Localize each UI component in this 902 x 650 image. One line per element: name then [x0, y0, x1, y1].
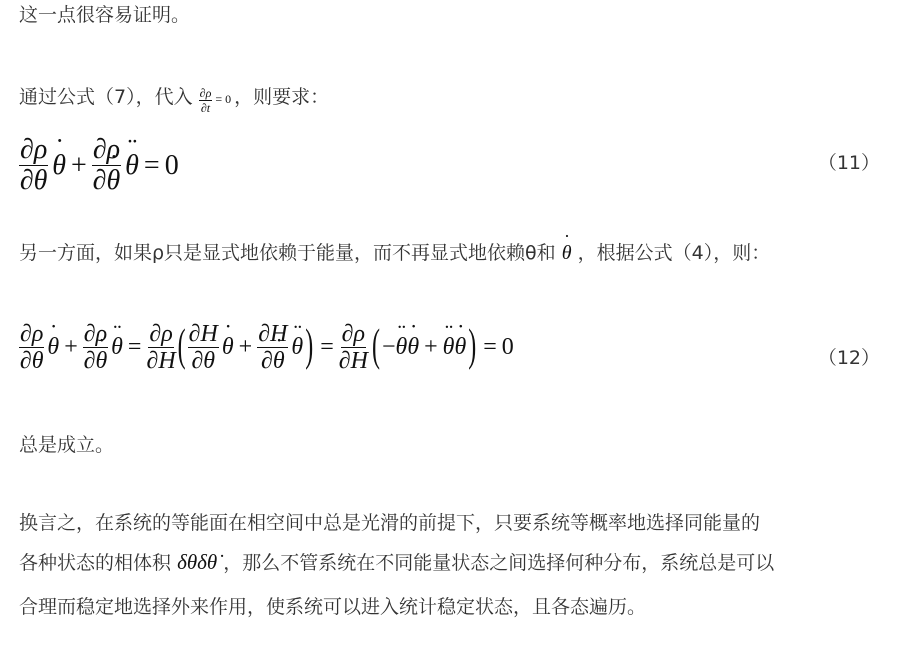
inline-condition — [199, 85, 234, 115]
paragraph-2-text-before: 通过公式（7），代入 — [19, 86, 193, 108]
paragraph-1 — [19, 0, 190, 36]
equation-11: $\frac{\partial\rho}{\partial\theta}$ θ ˙ + $\frac{\partial\rho}{\partial\theta}$ ˙ θ ¨ = 0 — [19, 136, 179, 195]
eq11-frac-1: $\frac{\partial\rho}{\partial\theta}$ — [19, 134, 48, 196]
inline-fraction — [199, 87, 213, 114]
paragraph-3-text-before: 另一方面，如果ρ只是显式地依赖于能量，而不再显式地依赖θ和 — [19, 242, 556, 264]
paragraph-1-text: 这一点很容易证明。 — [19, 4, 191, 26]
paragraph-4-text: 总是成立。 — [19, 434, 115, 456]
phase-volume-symbol: δθδθ̇ — [177, 550, 218, 574]
paragraph-5-line-2: 各种状态的相体积 δθδθ̇ ，那么不管系统在不同能量状态之间选择何种分布，系统总是可以 — [19, 550, 775, 574]
paragraph-3 — [19, 232, 770, 274]
theta-dot-symbol: θ ˙ — [562, 232, 572, 274]
paragraph-2-text-after: ，则要求： — [234, 86, 330, 108]
inline-fraction-numerator: ∂ρ — [199, 85, 212, 100]
inline-fraction-denominator: ∂t — [200, 100, 211, 115]
paragraph-5-line-3: 合理而稳定地选择外来作用，使系统可以进入统计稳定状态，且各态遍历。 — [19, 596, 647, 618]
equation-12-number: （12） — [817, 347, 880, 369]
paragraph-2 — [19, 76, 329, 120]
paragraph-5-line-1: 换言之，在系统的等能面在相空间中总是光滑的前提下，只要系统等概率地选择同能量的 — [19, 512, 761, 534]
paragraph-4 — [19, 424, 114, 466]
equation-12: $\frac{\partial\rho}{\partial\theta}$ θ ˙ + $\frac{\partial\rho}{\partial\theta}$ ˙ θ ¨ = $\frac{\partial\rho}{\partial H}$ ( $\frac{\partial H}{\partial\theta}$ θ ˙ + $\frac{\partial H}{\partial\theta}$ ˙ θ ¨ ) = $\frac{\partial\rho}{\partial H}$ ( − θ ¨ θ ˙ + θ ¨ θ ˙ ) = 0 — [19, 322, 514, 373]
inline-condition-equals: = 0 — [215, 92, 232, 106]
paragraph-3-text-after: ，根据公式（4），则： — [577, 242, 771, 264]
eq11-frac-2: $\frac{\partial\rho}{\partial\theta}$ ˙ — [92, 136, 121, 195]
equation-11-number: （11） — [817, 152, 880, 174]
